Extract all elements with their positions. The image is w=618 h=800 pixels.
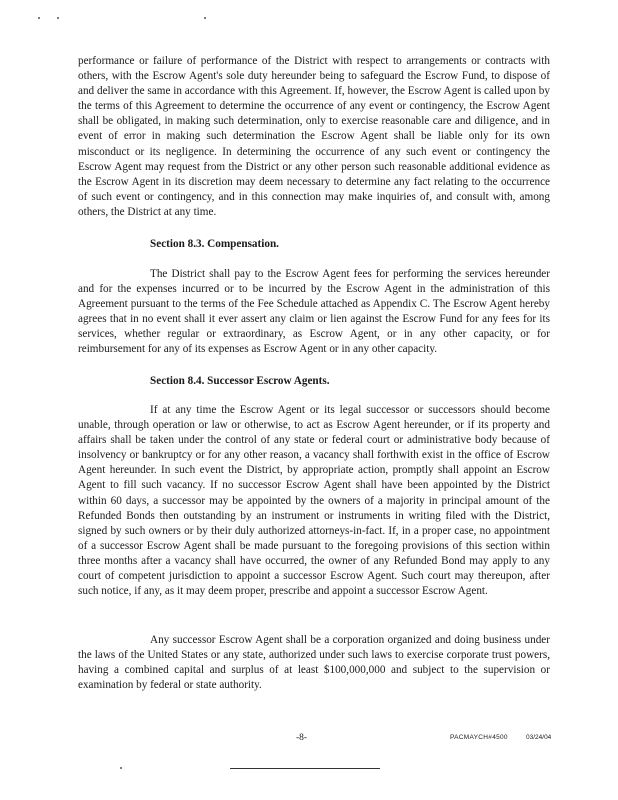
section-8-3-paragraph: The District shall pay to the Escrow Agent fees for performing the services hereunder and for the expenses incurred or to be incurred by the Escrow Agent in the administration of this Agreement pursuant to the terms of the Fee Schedule attached as Appendix C. The Escrow Agent hereby agrees that in no event shall it ever assert any claim or lien against the Escrow Fund for any fees for its services, whether regular or extraordinary, as Escrow Agent, or in any other capacity, or for reimbursement for any of its expenses as Escrow Agent or in any other capacity. xyxy=(78,268,550,356)
page-number: -8- xyxy=(296,733,308,743)
section-8-4-paragraph-1: If at any time the Escrow Agent or its legal successor or successors should become unable, through operation or law or otherwise, to act as Escrow Agent hereunder, or if its property and affairs shall be taken under the control of any state or federal court or administrative body because of insolvency or bankruptcy or for any other reason, a vacancy shall forthwith exist in the office of Escrow Agent hereunder. In such event the District, by appropriate action, promptly shall appoint an Escrow Agent to fill such vacancy. If no successor Escrow Agent shall have been appointed by the District within 60 days, a successor may be appointed by the owners of a majority in principal amount of the Refunded Bonds then outstanding by an instrument or instruments in writing filed with the District, signed by such owners or by their duly authorized attorneys-in-fact. If, in a proper case, no appointment of a successor Escrow Agent shall be made pursuant to the foregoing provisions of this section within three months after a vacancy shall have occurred, the owner of any Refunded Bond may apply to any court of competent jurisdiction to appoint a successor Escrow Agent. Such court may thereupon, after such notice, if any, as it may deem proper, prescribe and appoint a successor Escrow Agent. xyxy=(78,404,550,598)
document-code: PACMAYCH#4500 xyxy=(450,734,508,741)
scan-speck xyxy=(120,767,122,769)
scan-speck xyxy=(38,17,40,19)
section-8-4-heading: Section 8.4. Successor Escrow Agents. xyxy=(150,375,330,387)
scan-speck xyxy=(204,17,206,19)
bottom-rule xyxy=(230,768,380,769)
section-8-4-paragraph-2: Any successor Escrow Agent shall be a corporation organized and doing business under the laws of the United States or any state, authorized under such laws to exercise corporate trust powers, having a combined capital and surplus of at least $100,000,000 and subject to the supervision or examination by federal or state authority. xyxy=(78,634,550,692)
section-8-3-heading: Section 8.3. Compensation. xyxy=(150,238,279,250)
document-date-code: 03/24/04 xyxy=(526,734,552,741)
paragraph-escrow-duties: performance or failure of performance of the District with respect to arrangements or contracts with others, with the Escrow Agent's sole duty hereunder being to safeguard the Escrow Fund, to dispose of and deliver the same in accordance with this Agreement. If, however, the Escrow Agent is called upon by the terms of this Agreement to determine the occurrence of any event or contingency, the Escrow Agent shall be obligated, in making such determination, only to exercise reasonable care and diligence, and in event of error in making such determination the Escrow Agent shall be liable only for its own misconduct or its negligence. In determining the occurrence of any such event or contingency the Escrow Agent may request from the District or any other person such reasonable additional evidence as the Escrow Agent in its discretion may deem necessary to determine any fact relating to the occurrence of such event or contingency, and in this connection may make inquiries of, and consult with, among others, the District at any time. xyxy=(78,55,550,218)
scan-speck xyxy=(57,17,59,19)
